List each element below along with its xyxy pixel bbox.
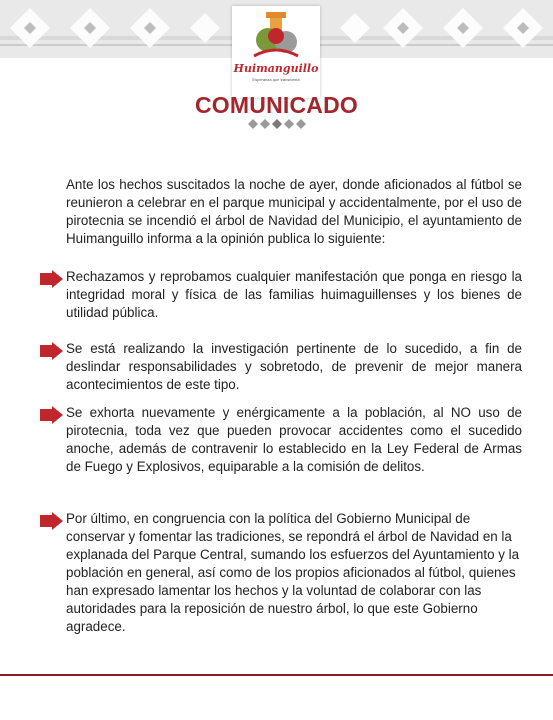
title-diamond-divider [246,118,308,130]
arrow-right-icon [38,270,64,288]
intro-paragraph: Ante los hechos suscitados la noche de ayer, donde aficionados al fútbol se reunieron a celebrar en el parque municipal y accidentalmente, por el uso de pirotecnia se incendió el árbol de Navidad del Municipio, el ayuntamiento de Huimanguillo informa a la opinión publica lo siguiente: [66,177,522,246]
point-text: Se exhorta nuevamente y enérgicamente a la población, al NO uso de pirotecnia, toda vez que pueden provocar accidentes como el sucedido anoche, además de contravenir lo establecido en la Ley Federal de Armas de Fuego y Explosivos, equiparable a la comisión de delitos. [66,405,522,474]
point-text: Se está realizando la investigación pertinente de lo sucedido, a fin de deslindar responsabilidades y sobretodo, de prevenir de mejor manera acontecimientos de este tipo. [66,341,522,392]
point-text: Por último, en congruencia con la política del Gobierno Municipal de conservar y fomentar las tradiciones, se repondrá el árbol de Navidad en la explanada del Parque Central, sumando los esfuerzos del Ayuntamiento y la población en general, así como de los propios aficionados al fútbol, quienes han expresado lamentar los hechos y la voluntad de colaborar con las autoridades para la reposición de nuestro árbol, lo que este Gobierno agradece. [66,511,520,634]
municipal-logo [232,6,320,98]
arrow-right-icon [38,342,64,360]
arrow-right-icon [38,512,64,530]
footer-band [0,686,553,720]
logo-slogan: Esperanza que transforma [252,77,300,82]
footer-divider [0,674,553,676]
point-text: Rechazamos y reprobamos cualquier manifestación que ponga en riesgo la integridad moral y física de las familias huimaguillenses y los bienes de utilidad pública. [66,269,522,320]
logo-emblem-icon [232,6,320,66]
page-title: COMUNICADO [195,92,358,118]
logo-name: Huimanguillo [233,62,319,75]
arrow-right-icon [38,406,64,424]
